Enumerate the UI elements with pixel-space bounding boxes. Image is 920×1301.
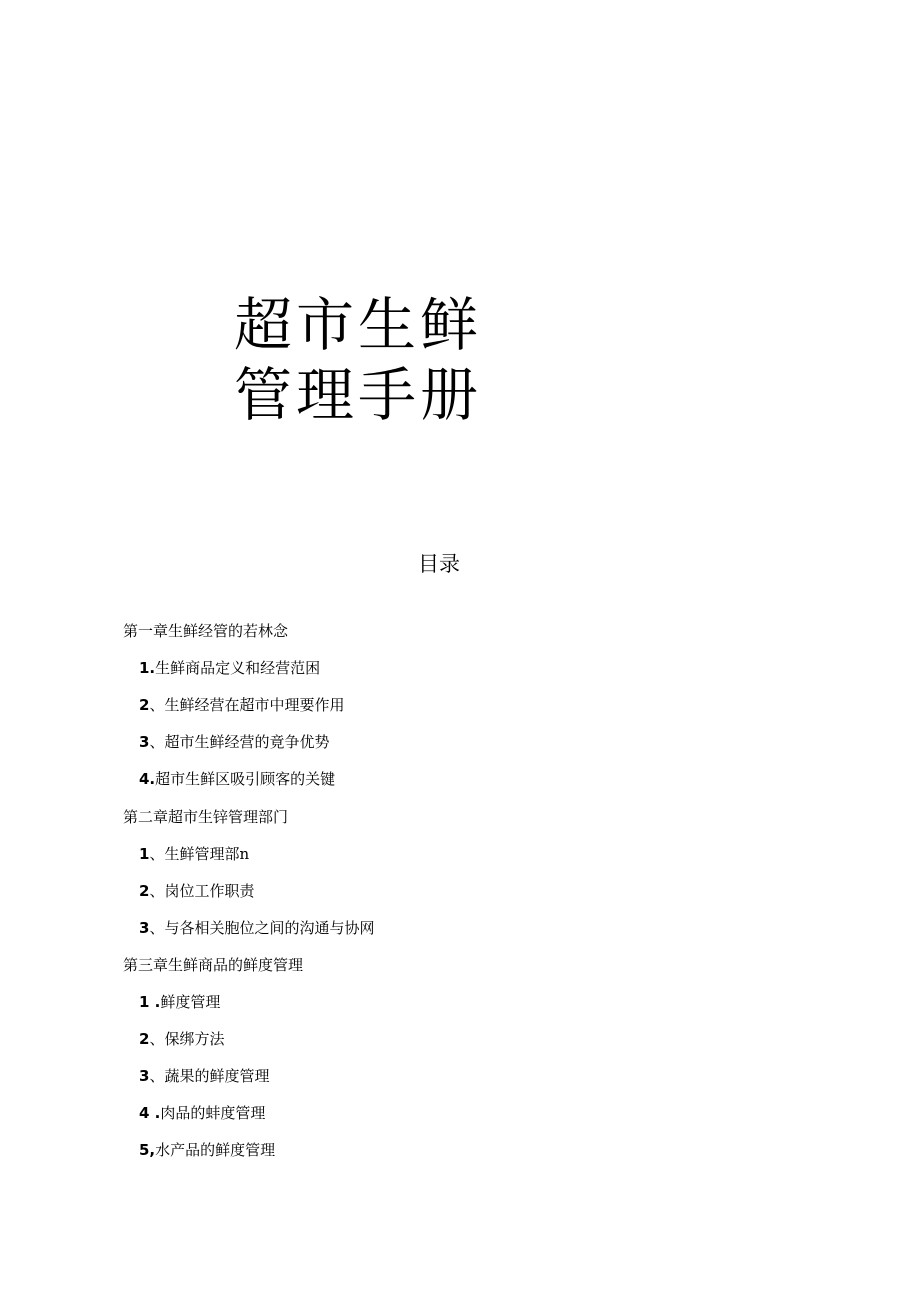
toc-section-number: 4.	[139, 770, 156, 789]
toc-section-separator: 、	[149, 1030, 165, 1049]
toc-section[interactable]	[139, 1028, 224, 1050]
toc-section-separator: 、	[149, 733, 165, 752]
toc-section[interactable]	[139, 694, 344, 716]
toc-section-title: 生鲜管理部n	[164, 844, 250, 863]
toc-section-number: 4 .	[139, 1104, 161, 1123]
toc-section[interactable]	[139, 731, 329, 753]
toc-section-number: 3	[139, 918, 150, 937]
toc-section-title: 保绑方法	[164, 1030, 225, 1049]
toc-section-number: 3	[139, 1067, 150, 1086]
toc-section-title: 岗位工作职责	[164, 881, 255, 900]
toc-section[interactable]	[139, 991, 220, 1013]
toc-section-separator: 、	[149, 918, 165, 937]
toc-section-title: 超市生鲜经营的竟争优势	[164, 733, 330, 752]
toc-section-title: 水产品的鲜度管理	[155, 1141, 276, 1160]
toc-chapter[interactable]	[123, 954, 303, 976]
toc-section[interactable]	[139, 1139, 275, 1161]
title-line-2: 管理手册	[234, 361, 483, 429]
toc-chapter-title: 第二章超市生锌管理部门	[123, 807, 289, 826]
toc-section[interactable]	[139, 843, 249, 865]
toc-section-title: 蔬果的鲜度管理	[164, 1067, 270, 1086]
toc-section-title: 鲜度管理	[160, 993, 221, 1011]
toc-chapter-title: 第三章生鲜商品的鲜度管理	[123, 955, 304, 974]
toc-section[interactable]	[139, 1065, 269, 1087]
toc-section-number: 1	[139, 844, 150, 863]
toc-heading: 目录	[418, 552, 460, 576]
toc-section-title: 生鲜经营在超市中理要作用	[164, 696, 345, 715]
toc-section-separator: 、	[149, 844, 165, 863]
toc-section-title: 肉品的蚌度管理	[160, 1104, 266, 1123]
title-line-1: 超市生鲜	[234, 291, 483, 359]
toc-section-title: 超市生鲜区吸引顾客的关键	[155, 770, 336, 789]
toc-section[interactable]	[139, 1102, 265, 1124]
toc-section-number: 2	[139, 881, 150, 900]
toc-section-title: 生鲜商品定义和经营范困	[155, 659, 321, 678]
toc-section-separator: 、	[149, 696, 165, 715]
toc-section[interactable]	[139, 657, 320, 679]
toc-section-title: 与各相关胞位之间的沟通与协网	[164, 918, 375, 937]
toc-section-number: 1 .	[139, 993, 161, 1011]
toc-section-number: 3	[139, 733, 150, 752]
toc-section-number: 2	[139, 1030, 150, 1049]
toc-section[interactable]	[139, 917, 374, 939]
toc-section-number: 1.	[139, 659, 156, 678]
toc-section[interactable]	[139, 768, 335, 790]
toc-chapter-title: 第一章生鲜经管的若林念	[123, 622, 289, 640]
toc-section-number: 5,	[139, 1141, 156, 1160]
toc-chapter[interactable]	[123, 806, 288, 828]
document-title	[234, 290, 482, 430]
toc-section[interactable]	[139, 880, 254, 902]
toc-chapter[interactable]	[123, 620, 288, 642]
toc-section-separator: 、	[149, 881, 165, 900]
toc-section-number: 2	[139, 696, 150, 715]
toc-section-separator: 、	[149, 1067, 165, 1086]
